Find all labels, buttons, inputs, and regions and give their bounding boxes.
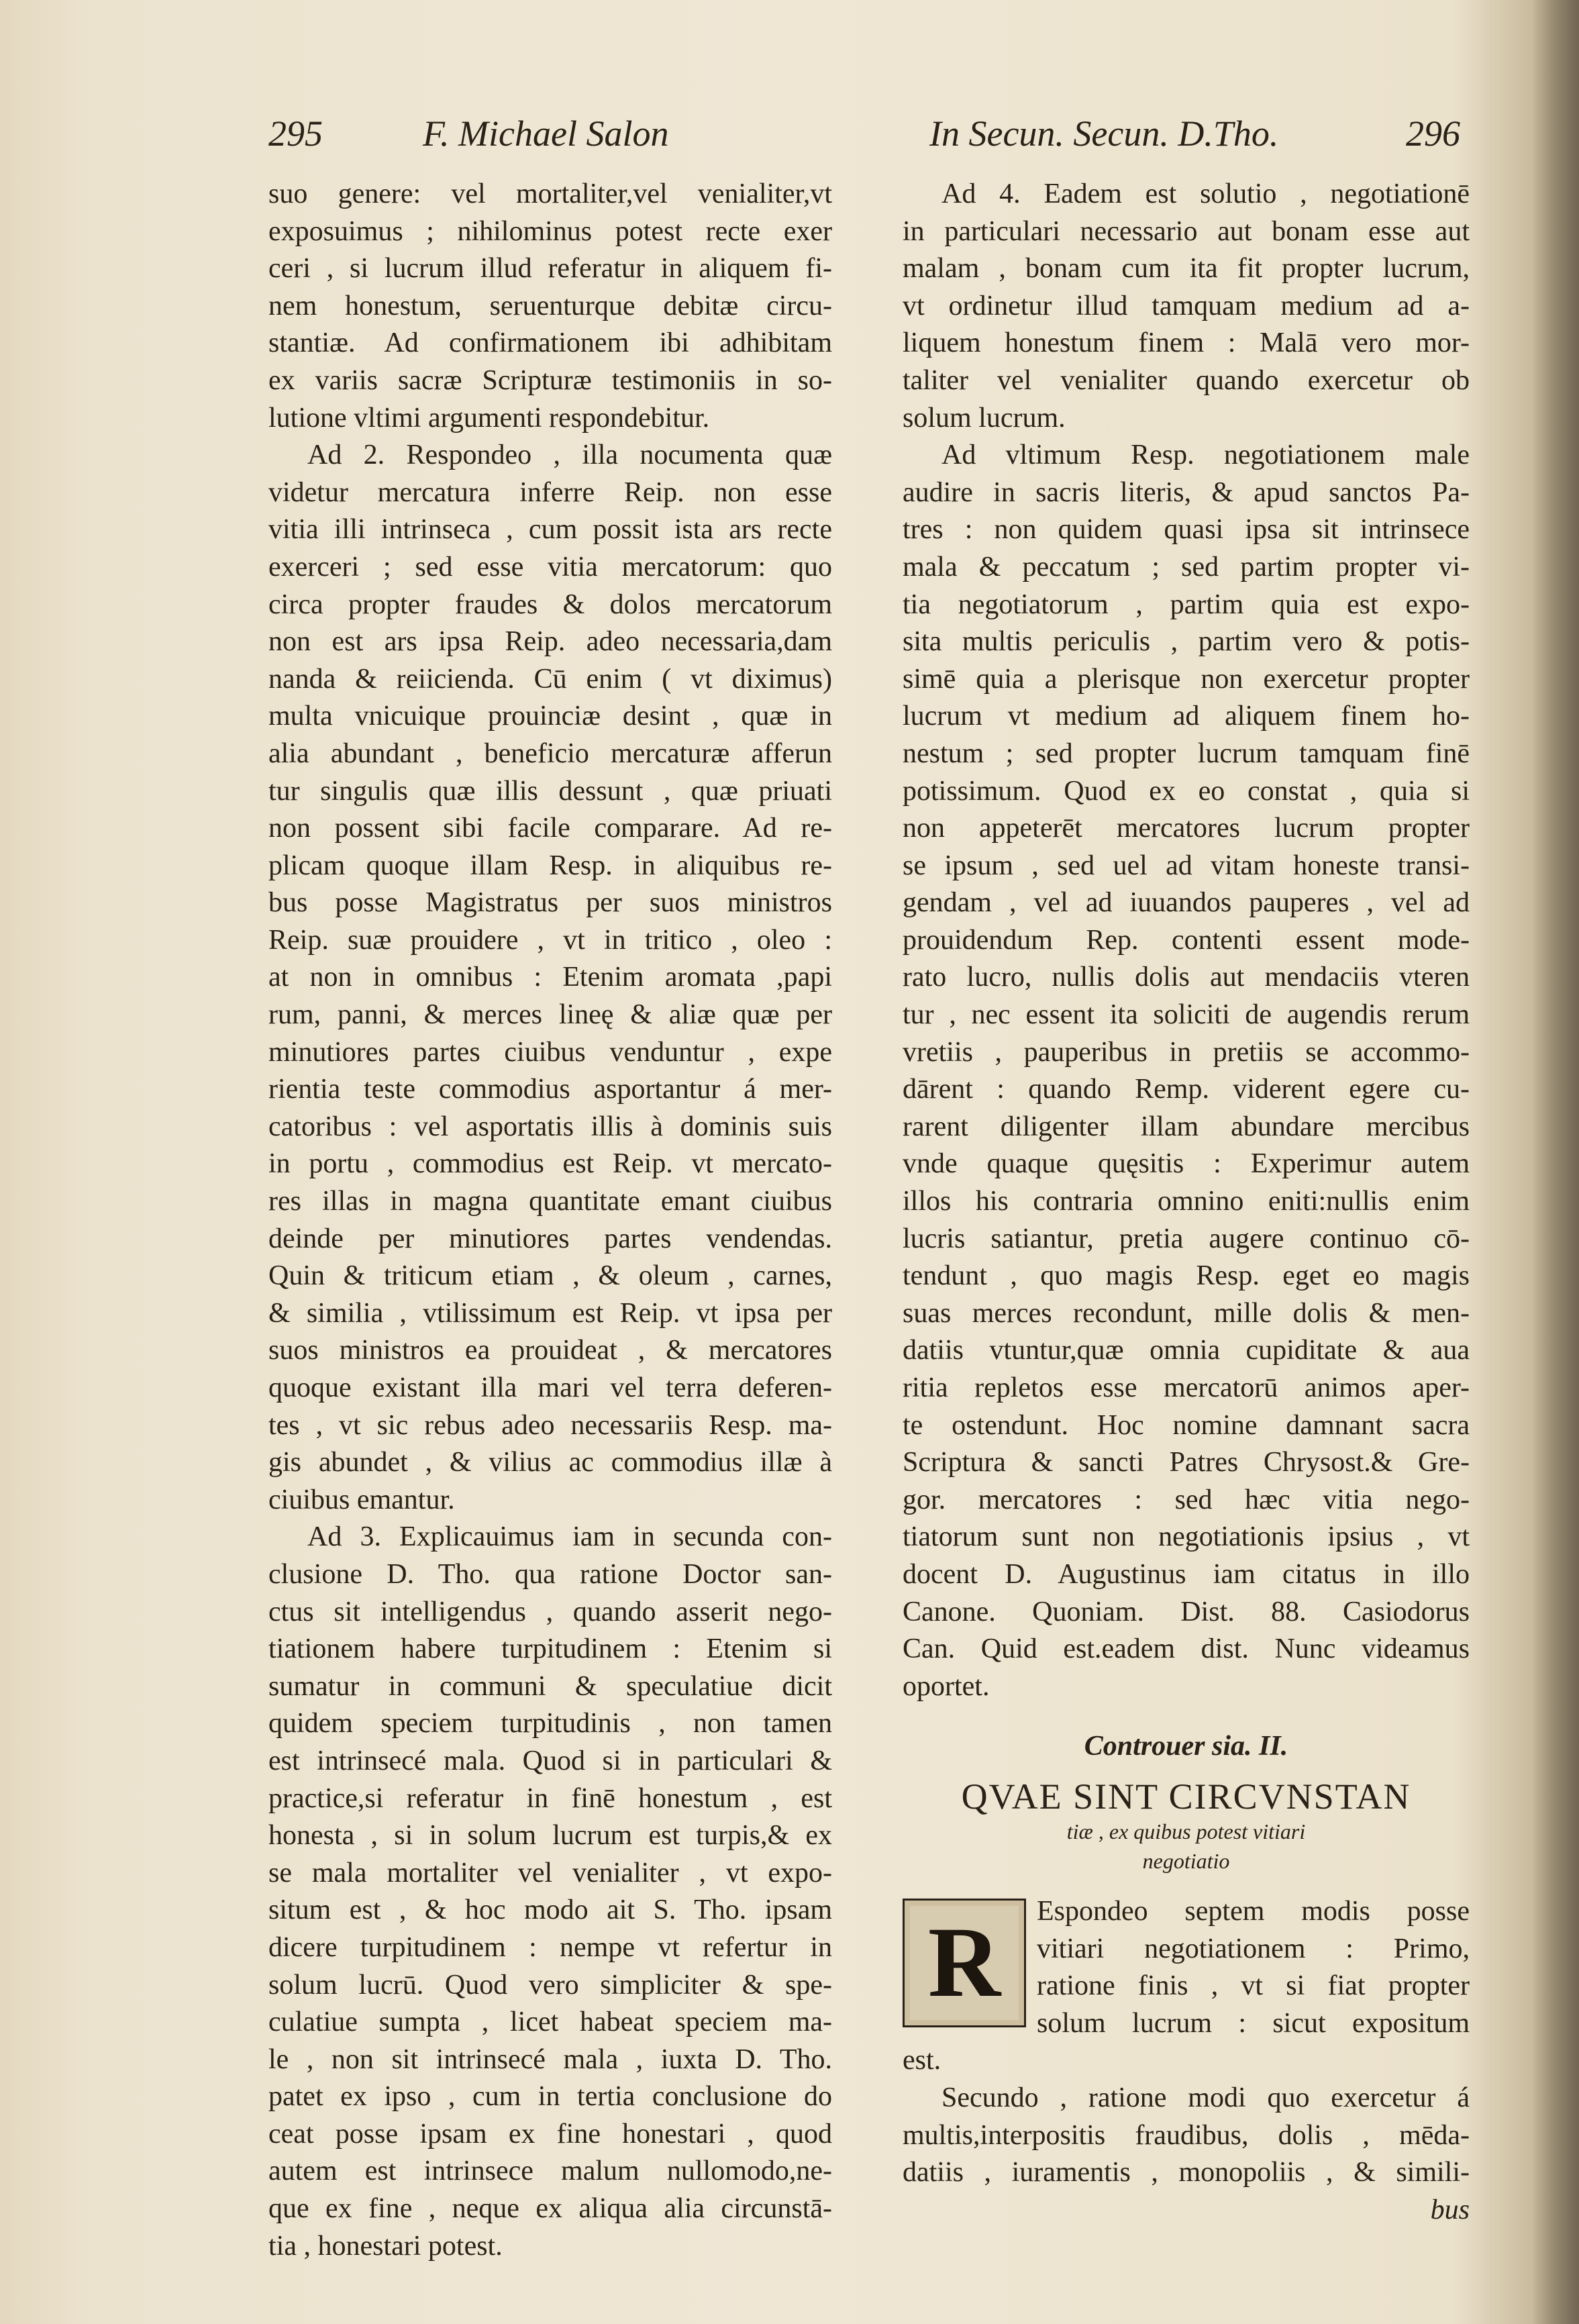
- right-column-text: [903, 176, 1470, 1705]
- text-line: rum, panni, & merces lineę & aliæ quæ per: [268, 999, 832, 1031]
- text-line: Espondeo septem modis posse: [1037, 1895, 1470, 1927]
- text-line: patet ex ipso , cum in tertia conclusione do: [268, 2081, 832, 2113]
- text-line: mala & peccatum ; sed partim propter vi-: [903, 551, 1470, 583]
- text-line: clusione D. Tho. qua ratione Doctor san-: [268, 1558, 832, 1590]
- page-number-left: 295: [268, 113, 323, 154]
- text-line: honesta , si in solum lucrum est turpis,& ex: [268, 1820, 832, 1852]
- text-line: datiis , iuramentis , monopoliis , & simili-: [903, 2157, 1470, 2188]
- text-line: non possent sibi facile comparare. Ad re-: [268, 813, 832, 844]
- text-line: malam , bonam cum ita fit propter lucrum,: [903, 253, 1470, 285]
- page-number-right: 296: [1406, 113, 1460, 154]
- left-column: [268, 176, 832, 2265]
- text-line: solum lucrum.: [903, 402, 1066, 434]
- catchword: bus: [1430, 2194, 1470, 2225]
- text-line: stantiæ. Ad confirmationem ibi adhibitam: [268, 327, 832, 359]
- text-line: Reip. suæ prouidere , vt in tritico , oleo :: [268, 924, 832, 956]
- text-line: ratione finis , vt si fiat propter: [1037, 1970, 1470, 2002]
- text-line: non appeterēt mercatores lucrum propter: [903, 813, 1470, 844]
- text-line: prouidendum Rep. contenti essent mode-: [903, 924, 1470, 956]
- text-line: dicere turpitudinem : nempe vt refertur in: [268, 1931, 832, 1963]
- text-line: plicam quoque illam Resp. in aliquibus re-: [268, 850, 832, 881]
- text-line: rientia teste commodius asportantur á mer-: [268, 1074, 832, 1105]
- text-line: in particulari necessario aut bonam esse aut: [903, 215, 1470, 247]
- text-line: datiis vtuntur,quæ omnia cupiditate & aua: [903, 1335, 1470, 1366]
- text-line: quoque existant illa mari vel terra deferen-: [268, 1372, 832, 1403]
- text-line: solum lucrū. Quod vero simpliciter & spe-: [268, 1969, 832, 2001]
- text-line: se ipsum , sed uel ad vitam honeste transi-: [903, 850, 1470, 881]
- text-line: sumatur in communi & speculatiue dicit: [268, 1670, 832, 1702]
- right-column: [903, 176, 1470, 2229]
- text-line: que ex fine , neque ex aliqua alia circunstā-: [268, 2193, 832, 2225]
- text-line: te ostendunt. Hoc nomine damnant sacra: [903, 1409, 1470, 1441]
- text-line: gor. mercatores : sed hæc vitia nego-: [903, 1484, 1470, 1515]
- text-line: Can. Quid est.eadem dist. Nunc videamus: [903, 1633, 1470, 1665]
- text-line: dārent : quando Remp. viderent egere cu-: [903, 1074, 1470, 1105]
- question-subtitle-line: negotiatio: [1142, 1848, 1230, 1873]
- text-line: oportet.: [903, 1670, 990, 1702]
- text-line: deinde per minutiores partes vendendas.: [268, 1223, 832, 1254]
- text-line: & similia , vtilissimum est Reip. vt ipsa per: [268, 1297, 832, 1329]
- text-line: quidem speciem turpitudinis , non tamen: [268, 1708, 832, 1739]
- drop-cap-initial: R: [903, 1899, 1026, 2027]
- text-line: tiatorum sunt non negotiationis ipsius , vt: [903, 1521, 1470, 1553]
- question-subtitle: [903, 1817, 1470, 1876]
- text-line: catoribus : vel asportatis illis à dominis suis: [268, 1111, 832, 1142]
- text-line: Ad 4. Eadem est solutio , negotiationē: [941, 179, 1470, 209]
- controversia-heading: Controuer sia. II.: [1084, 1731, 1288, 1762]
- text-line: tiationem habere turpitudinem : Etenim si: [268, 1633, 832, 1665]
- running-title-right: In Secun. Secun. D.Tho.: [929, 113, 1279, 154]
- text-line: in portu , commodius est Reip. vt mercato-: [268, 1148, 832, 1180]
- text-line: est intrinsecé mala. Quod si in particulari &: [268, 1745, 832, 1776]
- text-line: solum lucrum : sicut expositum: [1037, 2007, 1470, 2039]
- text-line: Scriptura & sancti Patres Chrysost.& Gre-: [903, 1447, 1470, 1478]
- text-line: nestum ; sed propter lucrum tamquam finē: [903, 738, 1470, 769]
- text-line: Secundo , ratione modi quo exercetur á: [941, 2082, 1470, 2113]
- text-line: tur , nec essent ita soliciti de augendis rerum: [903, 999, 1470, 1031]
- text-line: docent D. Augustinus iam citatus in illo: [903, 1558, 1470, 1590]
- text-line: ex variis sacræ Scripturæ testimoniis in so-: [268, 364, 832, 396]
- text-line: alia abundant , beneficio mercaturæ afferun: [268, 738, 832, 769]
- text-line: nem honestum, seruenturque debitæ circu-: [268, 290, 832, 321]
- text-line: lucris satiantur, pretia augere continuo cō-: [903, 1223, 1470, 1254]
- text-line: le , non sit intrinsecé mala , iuxta D. Tho.: [268, 2043, 832, 2075]
- question-subtitle-line: tiæ , ex quibus potest vitiari: [1066, 1819, 1306, 1843]
- text-line: suos ministros ea prouideat , & mercatores: [268, 1335, 832, 1366]
- text-line: tendunt , quo magis Resp. eget eo magis: [903, 1260, 1470, 1292]
- text-line: Quin & triticum etiam , & oleum , carnes,: [268, 1260, 832, 1292]
- text-line: culatiue sumpta , licet habeat speciem ma-: [268, 2007, 832, 2038]
- text-line: ctus sit intelligendus , quando asserit nego-: [268, 1596, 832, 1627]
- text-line: non est ars ipsa Reip. adeo necessaria,dam: [268, 626, 832, 658]
- text-line: audire in sacris literis, & apud sanctos Pa-: [903, 476, 1470, 508]
- text-line: tur singulis quæ illis dessunt , quæ priuati: [268, 775, 832, 807]
- text-line: exposuimus ; nihilominus potest recte exer: [268, 215, 832, 247]
- text-line: minutiores partes ciuibus venduntur , expe: [268, 1036, 832, 1068]
- text-line: simē quia a plerisque non exercetur propter: [903, 663, 1470, 695]
- text-line: videtur mercatura inferre Reip. non esse: [268, 476, 832, 508]
- text-line: vitiari negotiationem : Primo,: [1037, 1933, 1470, 1964]
- text-line: suas merces recondunt, mille dolis & men-: [903, 1297, 1470, 1329]
- text-line: vt ordinetur illud tamquam medium ad a-: [903, 290, 1470, 321]
- text-line: tia negotiatorum , partim quia est expo-: [903, 589, 1470, 620]
- text-line: practice,si referatur in finē honestum , est: [268, 1782, 832, 1814]
- text-line: est.: [903, 2045, 941, 2076]
- text-line: multa vnicuique prouinciæ desint , quæ in: [268, 701, 832, 732]
- text-line: Ad vltimum Resp. negotiationem male: [941, 440, 1470, 471]
- text-line: taliter vel venialiter quando exercetur ob: [903, 364, 1470, 396]
- text-line: multis,interpositis fraudibus, dolis , mēda-: [903, 2119, 1470, 2151]
- text-line: vretiis , pauperibus in pretiis se accommo-: [903, 1036, 1470, 1068]
- text-line: lutione vltimi argumenti respondebitur.: [268, 402, 710, 434]
- text-line: res illas in magna quantitate emant ciuibus: [268, 1186, 832, 1217]
- running-title-left: F. Michael Salon: [423, 113, 669, 154]
- page-spine-shadow: [1532, 0, 1579, 2324]
- text-line: rarent diligenter illam abundare mercibus: [903, 1111, 1470, 1142]
- text-line: se mala mortaliter vel venialiter , vt expo-: [268, 1857, 832, 1888]
- text-line: Ad 3. Explicauimus iam in secunda con-: [307, 1521, 832, 1553]
- text-line: exerceri ; sed esse vitia mercatorum: quo: [268, 551, 832, 583]
- text-line: vnde quaque quęsitis : Experimur autem: [903, 1148, 1470, 1180]
- text-line: gendam , vel ad iuuandos pauperes , vel ad: [903, 887, 1470, 919]
- text-line: rato lucro, nullis dolis aut mendaciis vteren: [903, 962, 1470, 993]
- text-line: Canone. Quoniam. Dist. 88. Casiodorus: [903, 1596, 1470, 1627]
- text-line: liquem honestum finem : Malā vero mor-: [903, 327, 1470, 359]
- text-line: autem est intrinsece malum nullomodo,ne-: [268, 2156, 832, 2187]
- text-line: potissimum. Quod ex eo constat , quia si: [903, 775, 1470, 807]
- text-line: nanda & reiicienda. Cū enim ( vt diximus): [268, 663, 832, 695]
- text-line: ritia repletos esse mercatorū animos aper-: [903, 1372, 1470, 1403]
- text-line: tres : non quidem quasi ipsa sit intrinsece: [903, 514, 1470, 546]
- question-title: QVAE SINT CIRCVNSTAN: [961, 1776, 1411, 1817]
- dropcap-paragraph: [903, 1893, 1470, 2042]
- text-line: Ad 2. Respondeo , illa nocumenta quæ: [307, 440, 832, 471]
- text-line: at non in omnibus : Etenim aromata ,papi: [268, 962, 832, 993]
- text-line: ciuibus emantur.: [268, 1484, 455, 1515]
- text-line: situm est , & hoc modo ait S. Tho. ipsam: [268, 1894, 832, 1926]
- text-line: suo genere: vel mortaliter,vel venialiter,vt: [268, 179, 832, 209]
- running-header: [268, 113, 1476, 166]
- text-line: lucrum vt medium ad aliquem finem ho-: [903, 701, 1470, 732]
- text-line: tia , honestari potest.: [268, 2230, 503, 2262]
- text-line: circa propter fraudes & dolos mercatorum: [268, 589, 832, 620]
- text-line: ceri , si lucrum illud referatur in aliquem fi-: [268, 253, 832, 285]
- text-line: gis abundet , & vilius ac commodius illæ à: [268, 1447, 832, 1478]
- text-line: bus posse Magistratus per suos ministros: [268, 887, 832, 919]
- text-line: vitia illi intrinseca , cum possit ista ars recte: [268, 514, 832, 546]
- text-line: sita multis periculis , partim vero & potis-: [903, 626, 1470, 658]
- text-line: ceat posse ipsam ex fine honestari , quod: [268, 2118, 832, 2150]
- text-line: illos his contraria omnino eniti:nullis enim: [903, 1186, 1470, 1217]
- text-line: tes , vt sic rebus adeo necessariis Resp. ma-: [268, 1409, 832, 1441]
